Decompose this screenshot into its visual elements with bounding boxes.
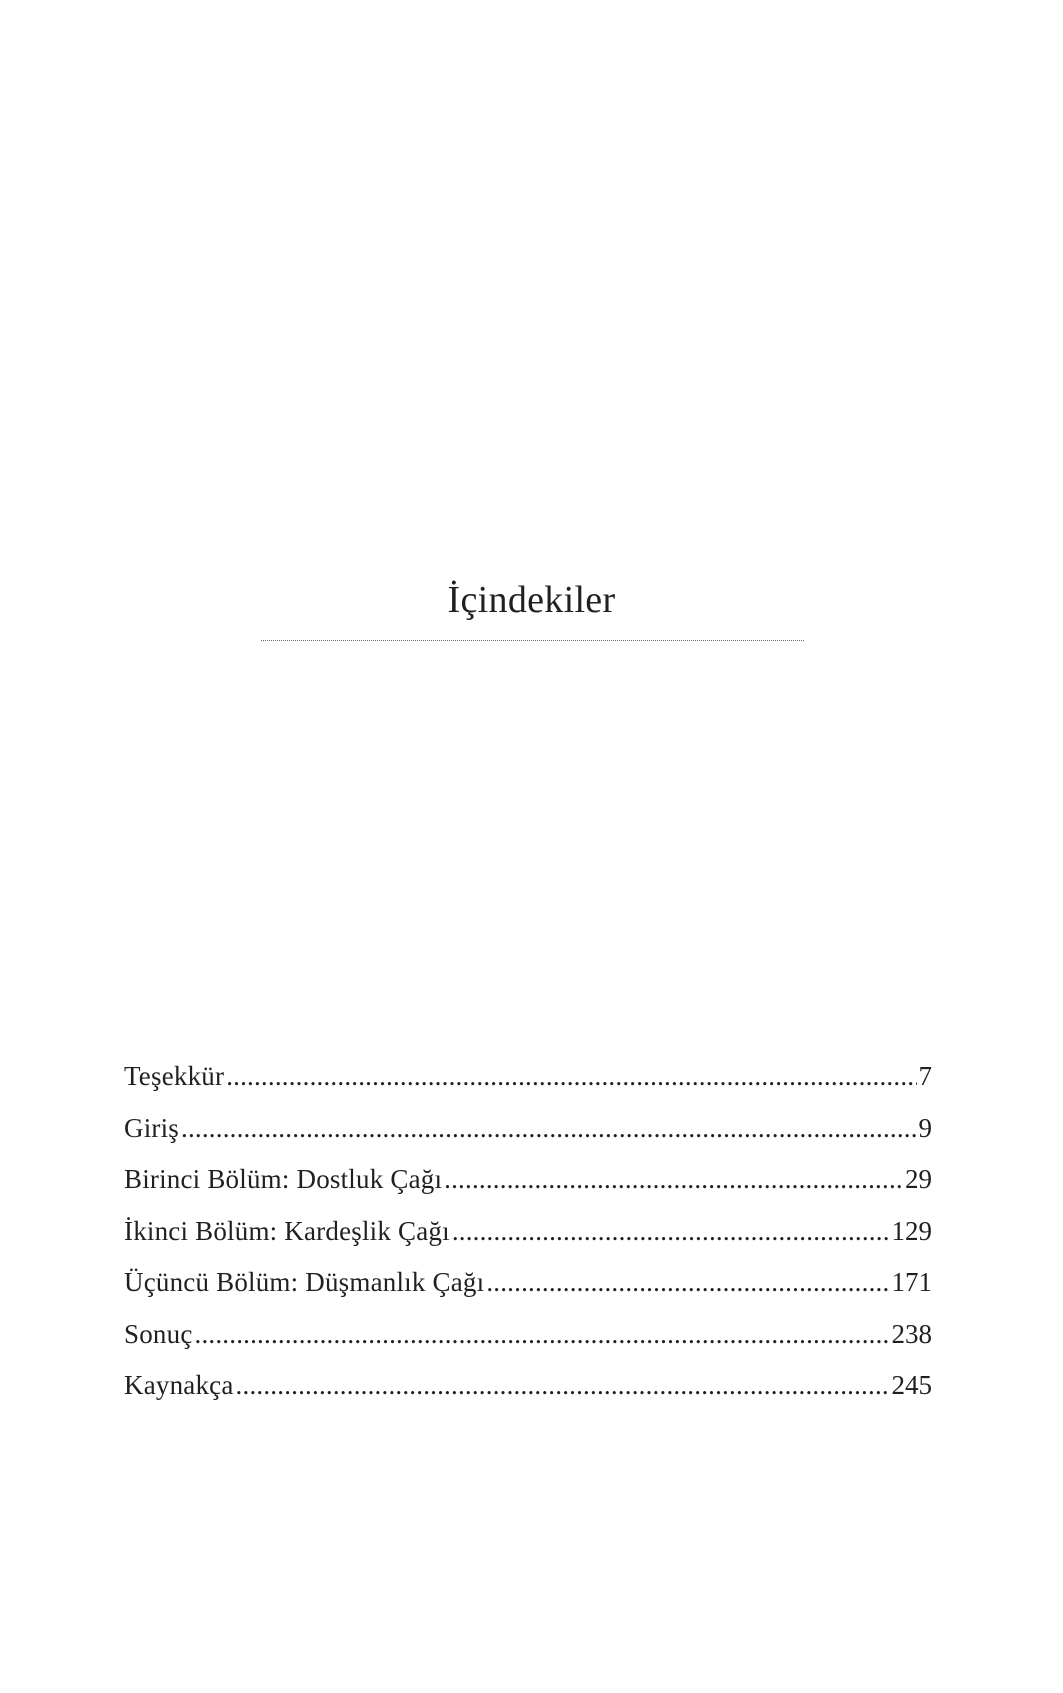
toc-dot-leader (236, 1367, 890, 1403)
toc-entry-label: İkinci Bölüm: Kardeşlik Çağı (124, 1215, 450, 1246)
toc-entry-label: Giriş (124, 1112, 179, 1143)
toc-entry[interactable] (124, 1110, 932, 1162)
toc-entry-page-number: 171 (891, 1267, 932, 1297)
toc-entry[interactable] (124, 1264, 932, 1316)
toc-entry-label: Birinci Bölüm: Dostluk Çağı (124, 1164, 443, 1194)
title-divider (261, 640, 804, 641)
toc-entry[interactable] (124, 1316, 932, 1368)
toc-entry-page-number: 238 (891, 1318, 932, 1349)
table-of-contents (124, 1058, 932, 1419)
toc-entry-label: Üçüncü Bölüm: Düşmanlık Çağı (124, 1267, 485, 1297)
toc-entry-page-number: 29 (905, 1164, 932, 1194)
toc-dot-leader (195, 1316, 890, 1352)
toc-entry[interactable] (124, 1161, 932, 1213)
page-title: İçindekiler (447, 579, 616, 621)
toc-dot-leader (181, 1110, 917, 1146)
toc-entry[interactable] (124, 1058, 932, 1110)
toc-entry-label: Kaynakça (124, 1370, 234, 1400)
toc-entry-page-number: 9 (918, 1112, 932, 1143)
toc-dot-leader (444, 1161, 903, 1197)
toc-dot-leader (226, 1058, 916, 1094)
toc-dot-leader (486, 1264, 889, 1300)
toc-entry[interactable] (124, 1367, 932, 1419)
toc-entry-page-number: 245 (891, 1370, 932, 1400)
toc-entry-label: Teşekkür (124, 1061, 225, 1091)
toc-entry-page-number: 129 (891, 1215, 932, 1246)
toc-entry[interactable] (124, 1213, 932, 1265)
toc-entry-page-number: 7 (918, 1061, 932, 1091)
toc-entry-label: Sonuç (124, 1318, 193, 1349)
toc-dot-leader (452, 1213, 890, 1249)
